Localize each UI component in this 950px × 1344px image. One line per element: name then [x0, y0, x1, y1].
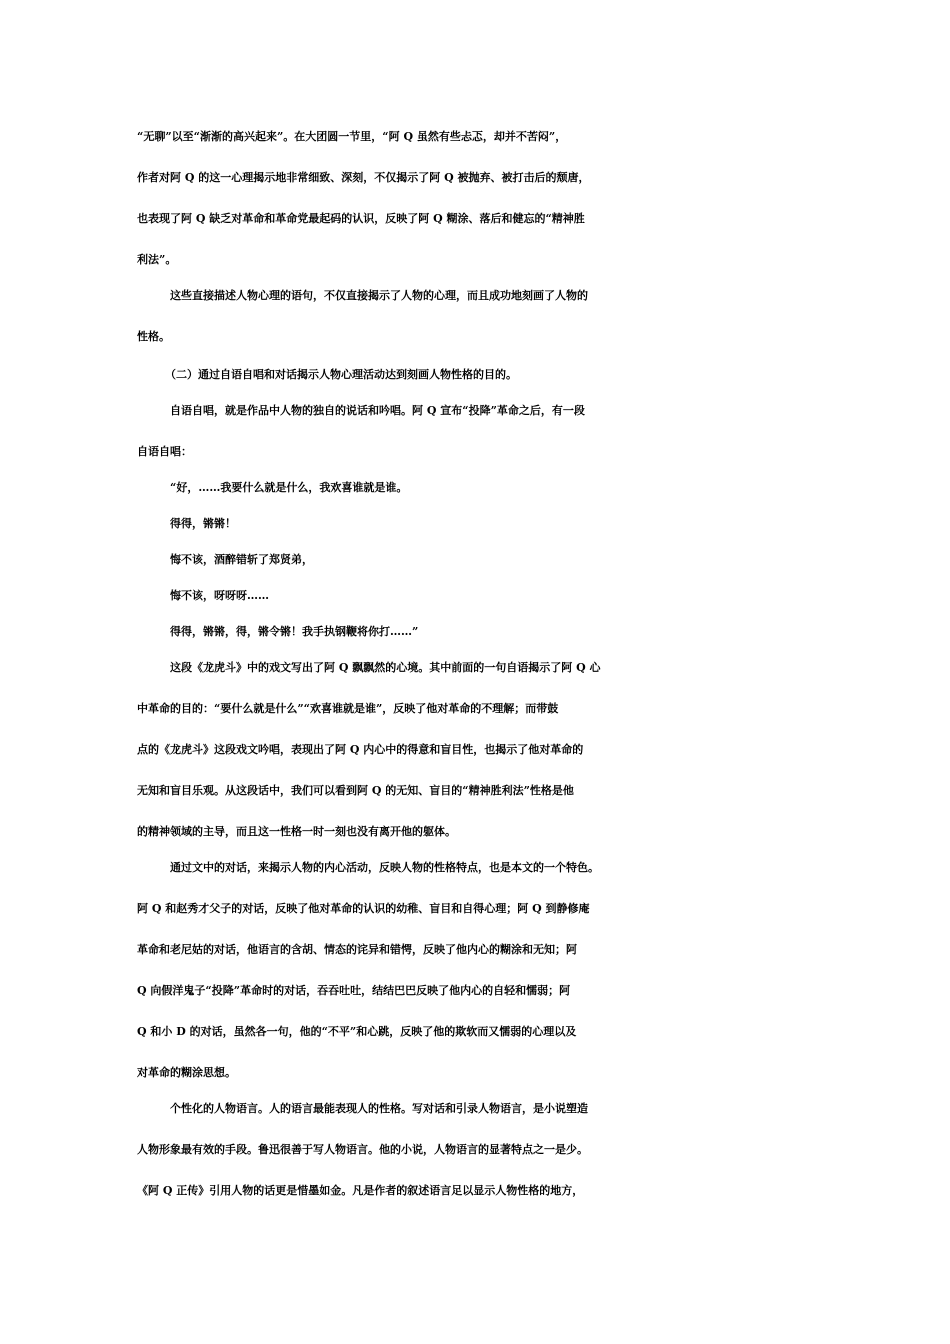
text-line: 通过文中的对话，来揭示人物的内心活动，反映人物的性格特点，也是本文的一个特色。: [170, 861, 599, 874]
text-line: 个性化的人物语言。人的语言最能表现人的性格。写对话和引录人物语言，是小说塑造: [170, 1102, 588, 1115]
text-line: 无知和盲目乐观。从这段话中，我们可以看到阿 Q 的无知、盲目的“精神胜利法”性格是他: [137, 784, 574, 797]
song-line: 得得，锵锵，得，锵令锵！我手执钢鞭将你打……”: [170, 625, 419, 638]
text-line: 阿 Q 和赵秀才父子的对话，反映了他对革命的认识的幼稚、盲目和自得心理；阿 Q 到静修庵: [137, 902, 590, 915]
text-line: 自语自唱：: [137, 445, 192, 458]
text-line: 这段《龙虎斗》中的戏文写出了阿 Q 飘飘然的心境。其中前面的一句自语揭示了阿 Q 心: [170, 661, 601, 674]
text-line: 性格。: [137, 330, 170, 343]
text-line: 作者对阿 Q 的这一心理揭示地非常细致、深刻，不仅揭示了阿 Q 被抛弃、被打击后的颓唐，: [137, 171, 590, 184]
text-line: Q 和小 D 的对话，虽然各一句，他的“不平”和心跳，反映了他的欺软而又懦弱的心理以及: [137, 1025, 577, 1038]
text-line: 《阿 Q 正传》引用人物的话更是惜墨如金。凡是作者的叙述语言足以显示人物性格的地方，: [137, 1184, 584, 1197]
text-line: 对革命的糊涂思想。: [137, 1066, 236, 1079]
section-heading: （二）通过自语自唱和对话揭示人物心理活动达到刻画人物性格的目的。: [165, 368, 517, 381]
text-line: Q 向假洋鬼子“投降”革命时的对话，吞吞吐吐，结结巴巴反映了他内心的自轻和懦弱；阿: [137, 984, 571, 997]
text-line: 革命和老尼姑的对话，他语言的含胡、情态的诧异和错愕，反映了他内心的糊涂和无知；阿: [137, 943, 577, 956]
text-line: 人物形象最有效的手段。鲁迅很善于写人物语言。他的小说，人物语言的显著特点之一是少。: [137, 1143, 588, 1156]
text-line: 中革命的目的：“要什么就是什么”“欢喜谁就是谁”，反映了他对革命的不理解；而带鼓: [137, 702, 559, 715]
text-line: 利法”。: [137, 253, 177, 266]
text-line: 也表现了阿 Q 缺乏对革命和革命党最起码的认识，反映了阿 Q 糊涂、落后和健忘的“精神胜: [137, 212, 585, 225]
text-line: 的精神领域的主导，而且这一性格一时一刻也没有离开他的躯体。: [137, 825, 456, 838]
text-line: 点的《龙虎斗》这段戏文吟唱，表现出了阿 Q 内心中的得意和盲目性，也揭示了他对革命的: [137, 743, 584, 756]
text-line: 这些直接描述人物心理的语句，不仅直接揭示了人物的心理，而且成功地刻画了人物的: [170, 289, 588, 302]
song-line: 悔不该，呀呀呀……: [170, 589, 269, 602]
text-line: 自语自唱，就是作品中人物的独自的说话和吟唱。阿 Q 宣布“投降”革命之后，有一段: [170, 404, 585, 417]
song-line: 悔不该，酒醉错斩了郑贤弟，: [170, 553, 313, 566]
text-line: “无聊”以至“渐渐的高兴起来”。在大团圆一节里，“阿 Q 虽然有些忐忑，却并不苦闷”，: [137, 130, 567, 143]
song-line: 得得，锵锵！: [170, 517, 236, 530]
song-line: “好，……我要什么就是什么，我欢喜谁就是谁。: [170, 481, 408, 494]
